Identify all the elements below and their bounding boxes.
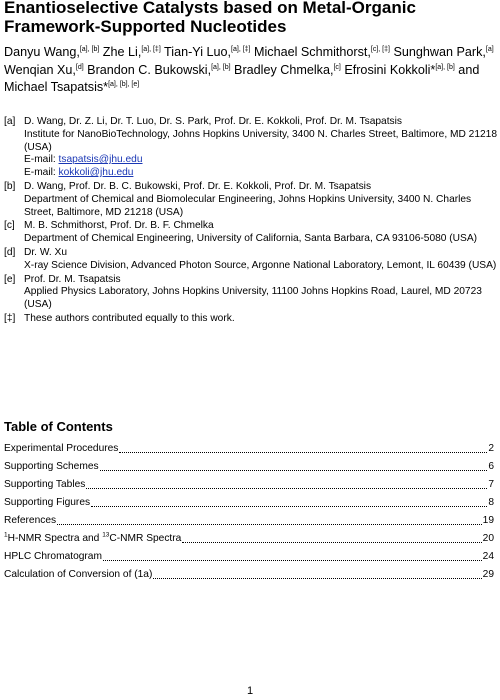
affiliation-entry	[4, 181, 498, 219]
affiliation-entry	[4, 220, 498, 246]
author-name: Michael Schmithorst,	[250, 45, 371, 59]
email-link[interactable]: kokkoli@jhu.edu	[58, 167, 134, 179]
affiliation-line: D. Wang, Prof. Dr. B. C. Bukowski, Prof. Dr. E. Kokkoli, Prof. Dr. M. Tsapatsis	[24, 180, 372, 192]
toc-entry[interactable]	[4, 527, 494, 545]
author-affiliation-marker: [a], [b]	[79, 45, 100, 53]
toc-entry-label[interactable]: Experimental Procedures	[4, 443, 119, 454]
author-name: Wenqian Xu,	[4, 62, 76, 77]
author-name: and Michael Tsapatsis*	[4, 62, 480, 94]
toc-entry-label[interactable]: References	[4, 515, 57, 526]
affiliation-tag: [‡]	[4, 312, 16, 324]
affiliation-line: Dr. W. Xu	[24, 246, 68, 258]
email-label: E-mail:	[24, 154, 59, 166]
affiliation-entry	[4, 313, 498, 326]
author-affiliation-marker: [a], [‡]	[231, 45, 251, 53]
toc-page-number[interactable]: 19	[482, 515, 494, 526]
superscript: 1	[4, 531, 8, 539]
label-text: C-NMR Spectra	[109, 533, 182, 544]
page-number: 1	[246, 685, 254, 697]
affiliation-tag: [e]	[4, 273, 16, 285]
toc-entry-label[interactable]: HPLC Chromatogram	[4, 551, 102, 562]
author-affiliation-marker: [c]	[333, 63, 341, 71]
dot-leader	[86, 487, 487, 489]
toc-page-number[interactable]: 6	[488, 461, 494, 472]
toc-entry-label[interactable]: Supporting Schemes	[4, 461, 99, 472]
paper-title: Enantioselective Catalysts based on Metal-Organic Framework-Supported Nucleotides	[4, 0, 416, 36]
author-affiliation-marker: [a], [b], [e]	[108, 80, 140, 88]
affiliation-entry	[4, 274, 498, 312]
author-list	[4, 44, 498, 97]
toc-page-number[interactable]: 24	[482, 551, 494, 562]
dot-leader	[119, 451, 487, 453]
toc-entry[interactable]	[4, 545, 494, 563]
dot-leader	[103, 559, 482, 561]
author-name: Bradley Chmelka,	[230, 62, 334, 77]
author-affiliation-marker: [a], [‡]	[141, 45, 161, 53]
toc-entry-label[interactable]: Supporting Tables	[4, 479, 86, 490]
affiliation-line: Applied Physics Laboratory, Johns Hopkins University, 11100 Johns Hopkins Road, Laurel, MD 20723 (USA)	[24, 286, 482, 311]
affiliation-tag: [c]	[4, 220, 15, 232]
dot-leader	[182, 541, 481, 543]
dot-leader	[153, 577, 481, 579]
toc-page-number[interactable]: 2	[488, 443, 494, 454]
affiliation-line: Prof. Dr. M. Tsapatsis	[24, 273, 121, 285]
dot-leader	[91, 505, 487, 507]
toc-entry[interactable]	[4, 455, 494, 473]
email-line	[24, 167, 498, 180]
toc-entry-label[interactable]	[4, 533, 181, 545]
affiliation-body	[24, 116, 498, 180]
toc-page-number[interactable]: 20	[482, 533, 494, 544]
affiliation-line: Department of Chemical Engineering, University of California, Santa Barbara, CA 93106-5080 (USA)	[24, 233, 478, 245]
affiliation-line: Institute for NanoBioTechnology, Johns Hopkins University, 3400 N. Charles Street, Baltimore, MD 21218 (USA)	[24, 128, 497, 153]
affiliation-line: Department of Chemical and Biomolecular Engineering, Johns Hopkins University, 3400 N. Charles Street, Baltimore, MD 21218 (USA)	[24, 193, 472, 218]
toc-entry-label[interactable]: Supporting Figures	[4, 497, 91, 508]
author-affiliation-marker: [c], [‡]	[370, 45, 390, 53]
toc-page-number[interactable]: 7	[488, 479, 494, 490]
toc-entry[interactable]	[4, 491, 494, 509]
affiliation-body	[24, 274, 498, 312]
email-label: E-mail:	[24, 167, 59, 179]
author-name: Efrosini Kokkoli*	[340, 62, 436, 77]
email-link[interactable]: tsapatsis@jhu.edu	[58, 154, 143, 166]
toc-page-number[interactable]: 8	[488, 497, 494, 508]
author-affiliation-marker: [d]	[75, 63, 84, 71]
author-name: Tian-Yi Luo,	[160, 45, 232, 59]
affiliation-tag: [b]	[4, 180, 16, 192]
label-text: H-NMR Spectra and	[7, 533, 103, 544]
dot-leader	[100, 469, 488, 471]
author-name: Brandon C. Bukowski,	[83, 62, 212, 77]
superscript: 13	[102, 531, 110, 539]
affiliation-entry	[4, 116, 498, 180]
table-of-contents	[4, 437, 494, 581]
affiliation-body	[24, 220, 498, 246]
toc-entry[interactable]	[4, 437, 494, 455]
toc-entry[interactable]	[4, 509, 494, 527]
author-name: Danyu Wang,	[4, 45, 80, 59]
author-affiliation-marker: [a], [b]	[435, 63, 455, 71]
affiliation-line: M. B. Schmithorst, Prof. Dr. B. F. Chmelka	[24, 220, 214, 232]
affiliation-list	[4, 116, 498, 327]
affiliation-line: X-ray Science Division, Advanced Photon Source, Argonne National Laboratory, Lemont, IL 60439 (USA)	[24, 259, 497, 271]
toc-entry-label[interactable]: Calculation of Conversion of (1a)	[4, 569, 153, 580]
affiliation-body	[24, 313, 498, 326]
author-affiliation-marker: [a], [b]	[211, 63, 231, 71]
affiliation-line: D. Wang, Dr. Z. Li, Dr. T. Luo, Dr. S. Park, Prof. Dr. E. Kokkoli, Prof. Dr. M. Tsapatsis	[24, 116, 402, 127]
toc-page-number[interactable]: 29	[482, 569, 494, 580]
email-line	[24, 154, 498, 167]
affiliation-entry	[4, 247, 498, 273]
affiliation-line: These authors contributed equally to this work.	[24, 312, 235, 324]
dot-leader	[57, 523, 482, 525]
toc-heading: Table of Contents	[4, 419, 113, 434]
toc-entry[interactable]	[4, 473, 494, 491]
affiliation-body	[24, 181, 498, 219]
author-name: Zhe Li,	[99, 45, 142, 59]
affiliation-tag: [d]	[4, 246, 16, 258]
author-name: Sunghwan Park,	[389, 45, 486, 59]
affiliation-body	[24, 247, 498, 273]
affiliation-tag: [a]	[4, 116, 16, 127]
author-affiliation-marker: [a]	[485, 45, 494, 53]
toc-entry[interactable]	[4, 563, 494, 581]
